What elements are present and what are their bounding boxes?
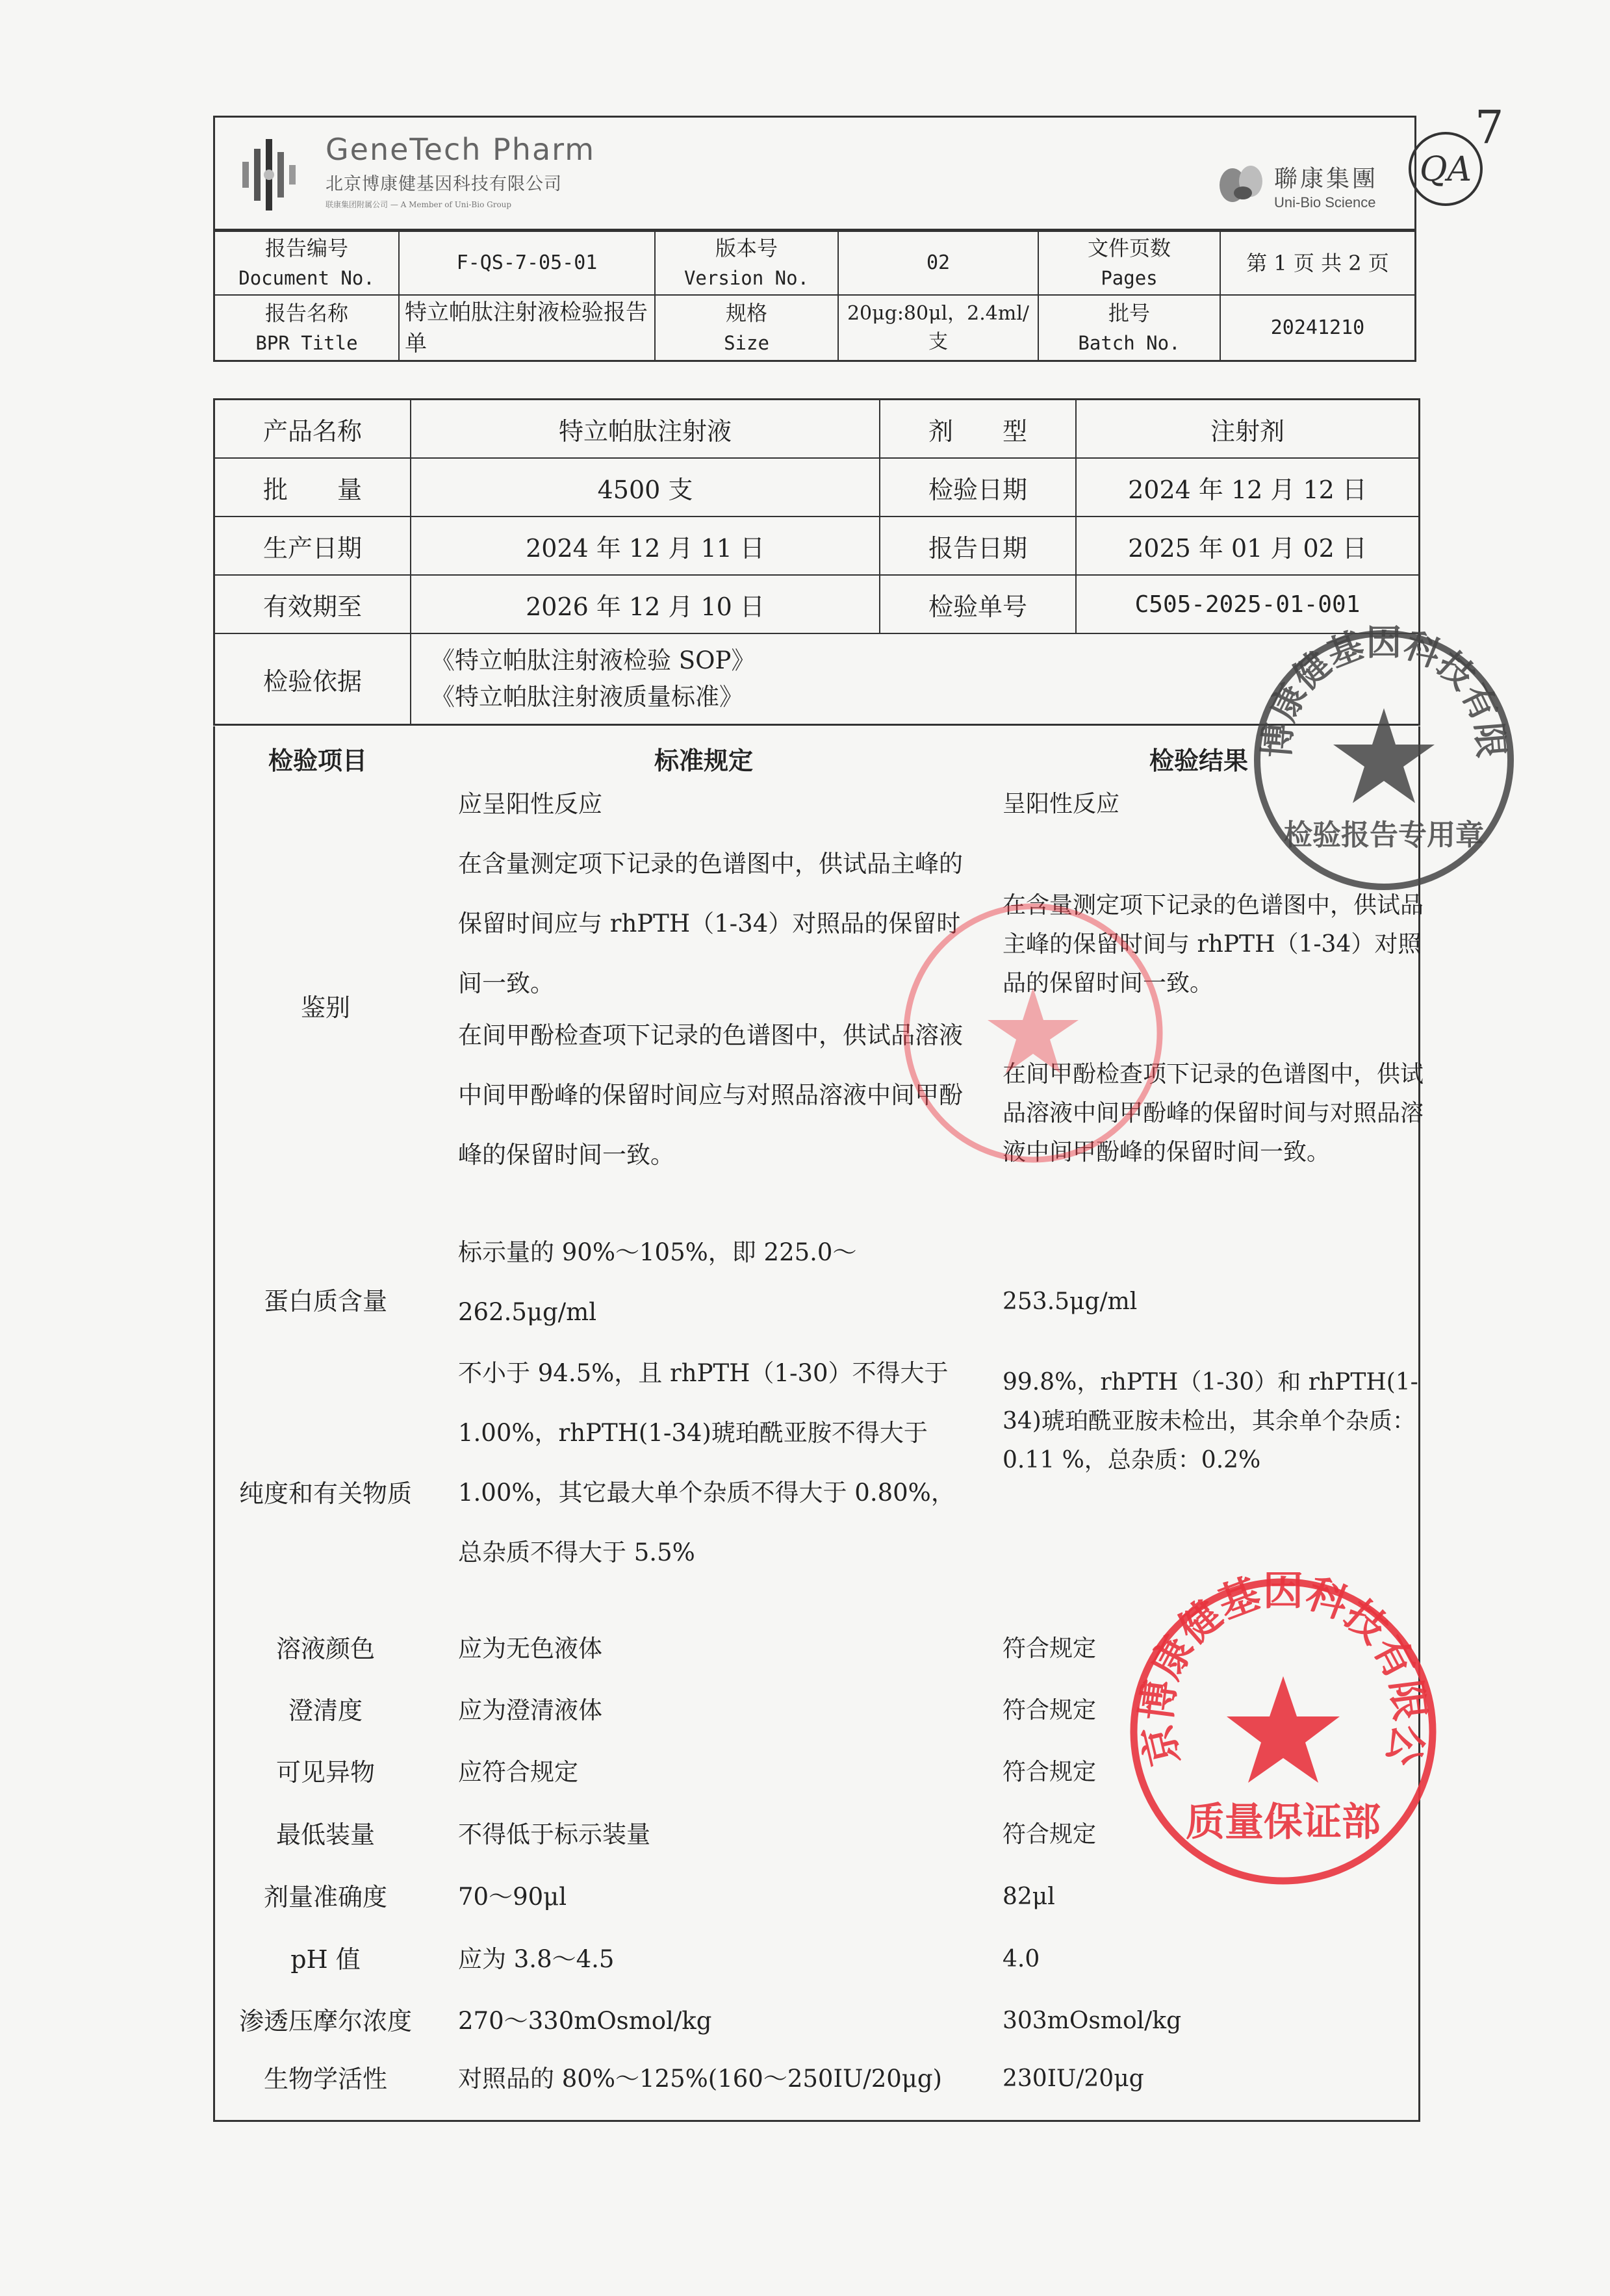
seal2-star-icon (1227, 1676, 1340, 1783)
qty-label: 批 量 (214, 458, 411, 517)
form: 注射剂 (1076, 400, 1420, 459)
inspection-seal (1247, 624, 1520, 897)
basis-sop: 《特立帕肽注射液检验 SOP》 (431, 646, 756, 674)
form-label: 剂 型 (880, 400, 1076, 459)
item-protein: 蛋白质含量 (263, 1287, 387, 1316)
qa-label: QA (1419, 150, 1472, 189)
seal2-title: 质量保证部 (1186, 1800, 1381, 1845)
seal1-title: 检验报告专用章 (1284, 819, 1484, 852)
pages: 第 1 页 共 2 页 (1220, 231, 1414, 295)
basis-label: 检验依据 (214, 633, 411, 725)
std-row: 70～90μl (458, 1883, 567, 1911)
res-row: 230IU/20μg (1003, 2065, 1144, 2092)
res-ident-chromatogram: 在含量测定项下记录的色谱图中，供试品主峰的保留时间与 rhPTH（1-34）对照品的保留时间一致。 (1003, 892, 1424, 997)
version: 02 (838, 231, 1038, 295)
doc-no: F-QS-7-05-01 (399, 231, 655, 295)
group-line: 联康集团附属公司 — A Member of Uni-Bio Group (326, 200, 512, 209)
item-row: pH 值 (290, 1945, 361, 1974)
col-item: 检验项目 (268, 746, 368, 775)
product: 特立帕肽注射液 (411, 400, 880, 459)
batch-label: 批号 Batch No. (1038, 295, 1220, 361)
product-label: 产品名称 (214, 400, 411, 459)
std-ident-mcresol: 在间甲酚检查项下记录的色谱图中，供试品溶液中间甲酚峰的保留时间应与对照品溶液中间甲酚峰的保留时间一致。 (458, 1021, 963, 1169)
std-ident-chromatogram: 在含量测定项下记录的色谱图中，供试品主峰的保留时间应与 rhPTH（1-34）对照品的保留时间一致。 (458, 850, 963, 997)
info-table (213, 398, 1420, 726)
size-label: 规格 Size (655, 295, 838, 361)
item-row: 最低装量 (275, 1820, 375, 1849)
res-row: 4.0 (1003, 1946, 1040, 1972)
report-date: 2025 年 01 月 02 日 (1076, 517, 1420, 575)
unibio-logo-icon (1217, 159, 1266, 205)
company-name-cn: 北京博康健基因科技有限公司 (326, 174, 562, 194)
res-row: 82μl (1003, 1883, 1055, 1910)
report-date-label: 报告日期 (880, 517, 1076, 575)
faint-seal-star-icon (988, 988, 1079, 1073)
mfg-label: 生产日期 (214, 517, 411, 575)
res-protein: 253.5μg/ml (1003, 1288, 1138, 1315)
report-title: 特立帕肽注射液检验报告单 (399, 295, 655, 361)
group-name-cn: 聯康集團 (1274, 166, 1379, 192)
qty: 4500 支 (411, 458, 880, 517)
res-row: 303mOsmol/kg (1003, 2008, 1182, 2034)
item-row: 剂量准确度 (263, 1883, 387, 1911)
std-row: 270～330mOsmol/kg (458, 2007, 712, 2035)
title-label: 报告名称 BPR Title (215, 295, 399, 361)
results-table (213, 726, 1424, 2122)
item-purity: 纯度和有关物质 (238, 1479, 412, 1508)
col-result: 检验结果 (1149, 746, 1249, 775)
std-row: 应符合规定 (458, 1758, 578, 1786)
basis-standard: 《特立帕肽注射液质量标准》 (431, 683, 743, 711)
header-table (215, 231, 1414, 361)
faint-red-seal (897, 897, 1169, 1169)
company-name-en: GeneTech Pharm (326, 132, 596, 167)
std-row: 应为 3.8～4.5 (458, 1945, 615, 1973)
std-row: 应为无色液体 (458, 1635, 602, 1663)
seal1-company: 博康健基因科技有限 (1255, 624, 1513, 759)
test-no: C505-2025-01-001 (1076, 575, 1420, 633)
exp-label: 有效期至 (214, 575, 411, 633)
qa-department-seal (1124, 1572, 1442, 1891)
item-row: 渗透压摩尔浓度 (238, 2007, 412, 2035)
doc-no-label: 报告编号 Document No. (215, 231, 399, 295)
test-date: 2024 年 12 月 12 日 (1076, 458, 1420, 517)
test-no-label: 检验单号 (880, 575, 1076, 633)
std-ident-positive: 应呈阳性反应 (458, 790, 602, 818)
res-ident-mcresol: 在间甲酚检查项下记录的色谱图中，供试品溶液中间甲酚峰的保留时间与对照品溶液中间甲酚峰的保留时间一致。 (1003, 1061, 1424, 1166)
res-row: 符合规定 (1003, 1697, 1097, 1724)
test-date-label: 检验日期 (880, 458, 1076, 517)
exp-date: 2026 年 12 月 10 日 (411, 575, 880, 633)
document-header (213, 116, 1416, 362)
std-purity: 不小于 94.5%，且 rhPTH（1-30）不得大于 1.00%，rhPTH(1-34)琥珀酰亚胺不得大于 1.00%，其它最大单个杂质不得大于 0.80%，总杂质不得大于 5.5% (458, 1359, 955, 1566)
std-row: 对照品的 80%～125%(160～250IU/20μg) (458, 2065, 942, 2093)
item-row: 溶液颜色 (275, 1635, 375, 1663)
col-standard: 标准规定 (654, 746, 754, 775)
res-ident-positive: 呈阳性反应 (1003, 791, 1120, 817)
batch: 20241210 (1220, 295, 1414, 361)
res-row: 符合规定 (1003, 1759, 1097, 1785)
item-identification: 鉴别 (300, 993, 350, 1022)
std-row: 不得低于标示装量 (458, 1820, 650, 1848)
std-protein: 标示量的 90%～105%，即 225.0～262.5μg/ml (458, 1238, 857, 1326)
version-label: 版本号 Version No. (655, 231, 838, 295)
std-row: 应为澄清液体 (458, 1696, 602, 1724)
seal2-company: 京博康健基因科技有限公 (1132, 1572, 1435, 1770)
res-row: 符合规定 (1003, 1821, 1097, 1848)
qa-mark (1397, 101, 1504, 208)
seal1-star-icon (1333, 708, 1435, 803)
item-row: 可见异物 (275, 1758, 375, 1787)
res-purity: 99.8%，rhPTH（1-30）和 rhPTH(1-34)琥珀酰亚胺未检出，其余单个杂质：0.11 %，总杂质：0.2% (1003, 1369, 1418, 1473)
mfg-date: 2024 年 12 月 11 日 (411, 517, 880, 575)
res-row: 符合规定 (1003, 1635, 1097, 1662)
genetech-logo-icon (242, 136, 314, 214)
group-name-en: Uni-Bio Science (1274, 194, 1376, 210)
item-row: 澄清度 (288, 1696, 363, 1725)
size: 20μg:80μl，2.4ml/支 (838, 295, 1038, 361)
pages-label: 文件页数 Pages (1038, 231, 1220, 295)
item-row: 生物学活性 (263, 2065, 387, 2093)
qa-number: 7 (1475, 101, 1504, 154)
logo-row (215, 118, 1414, 231)
